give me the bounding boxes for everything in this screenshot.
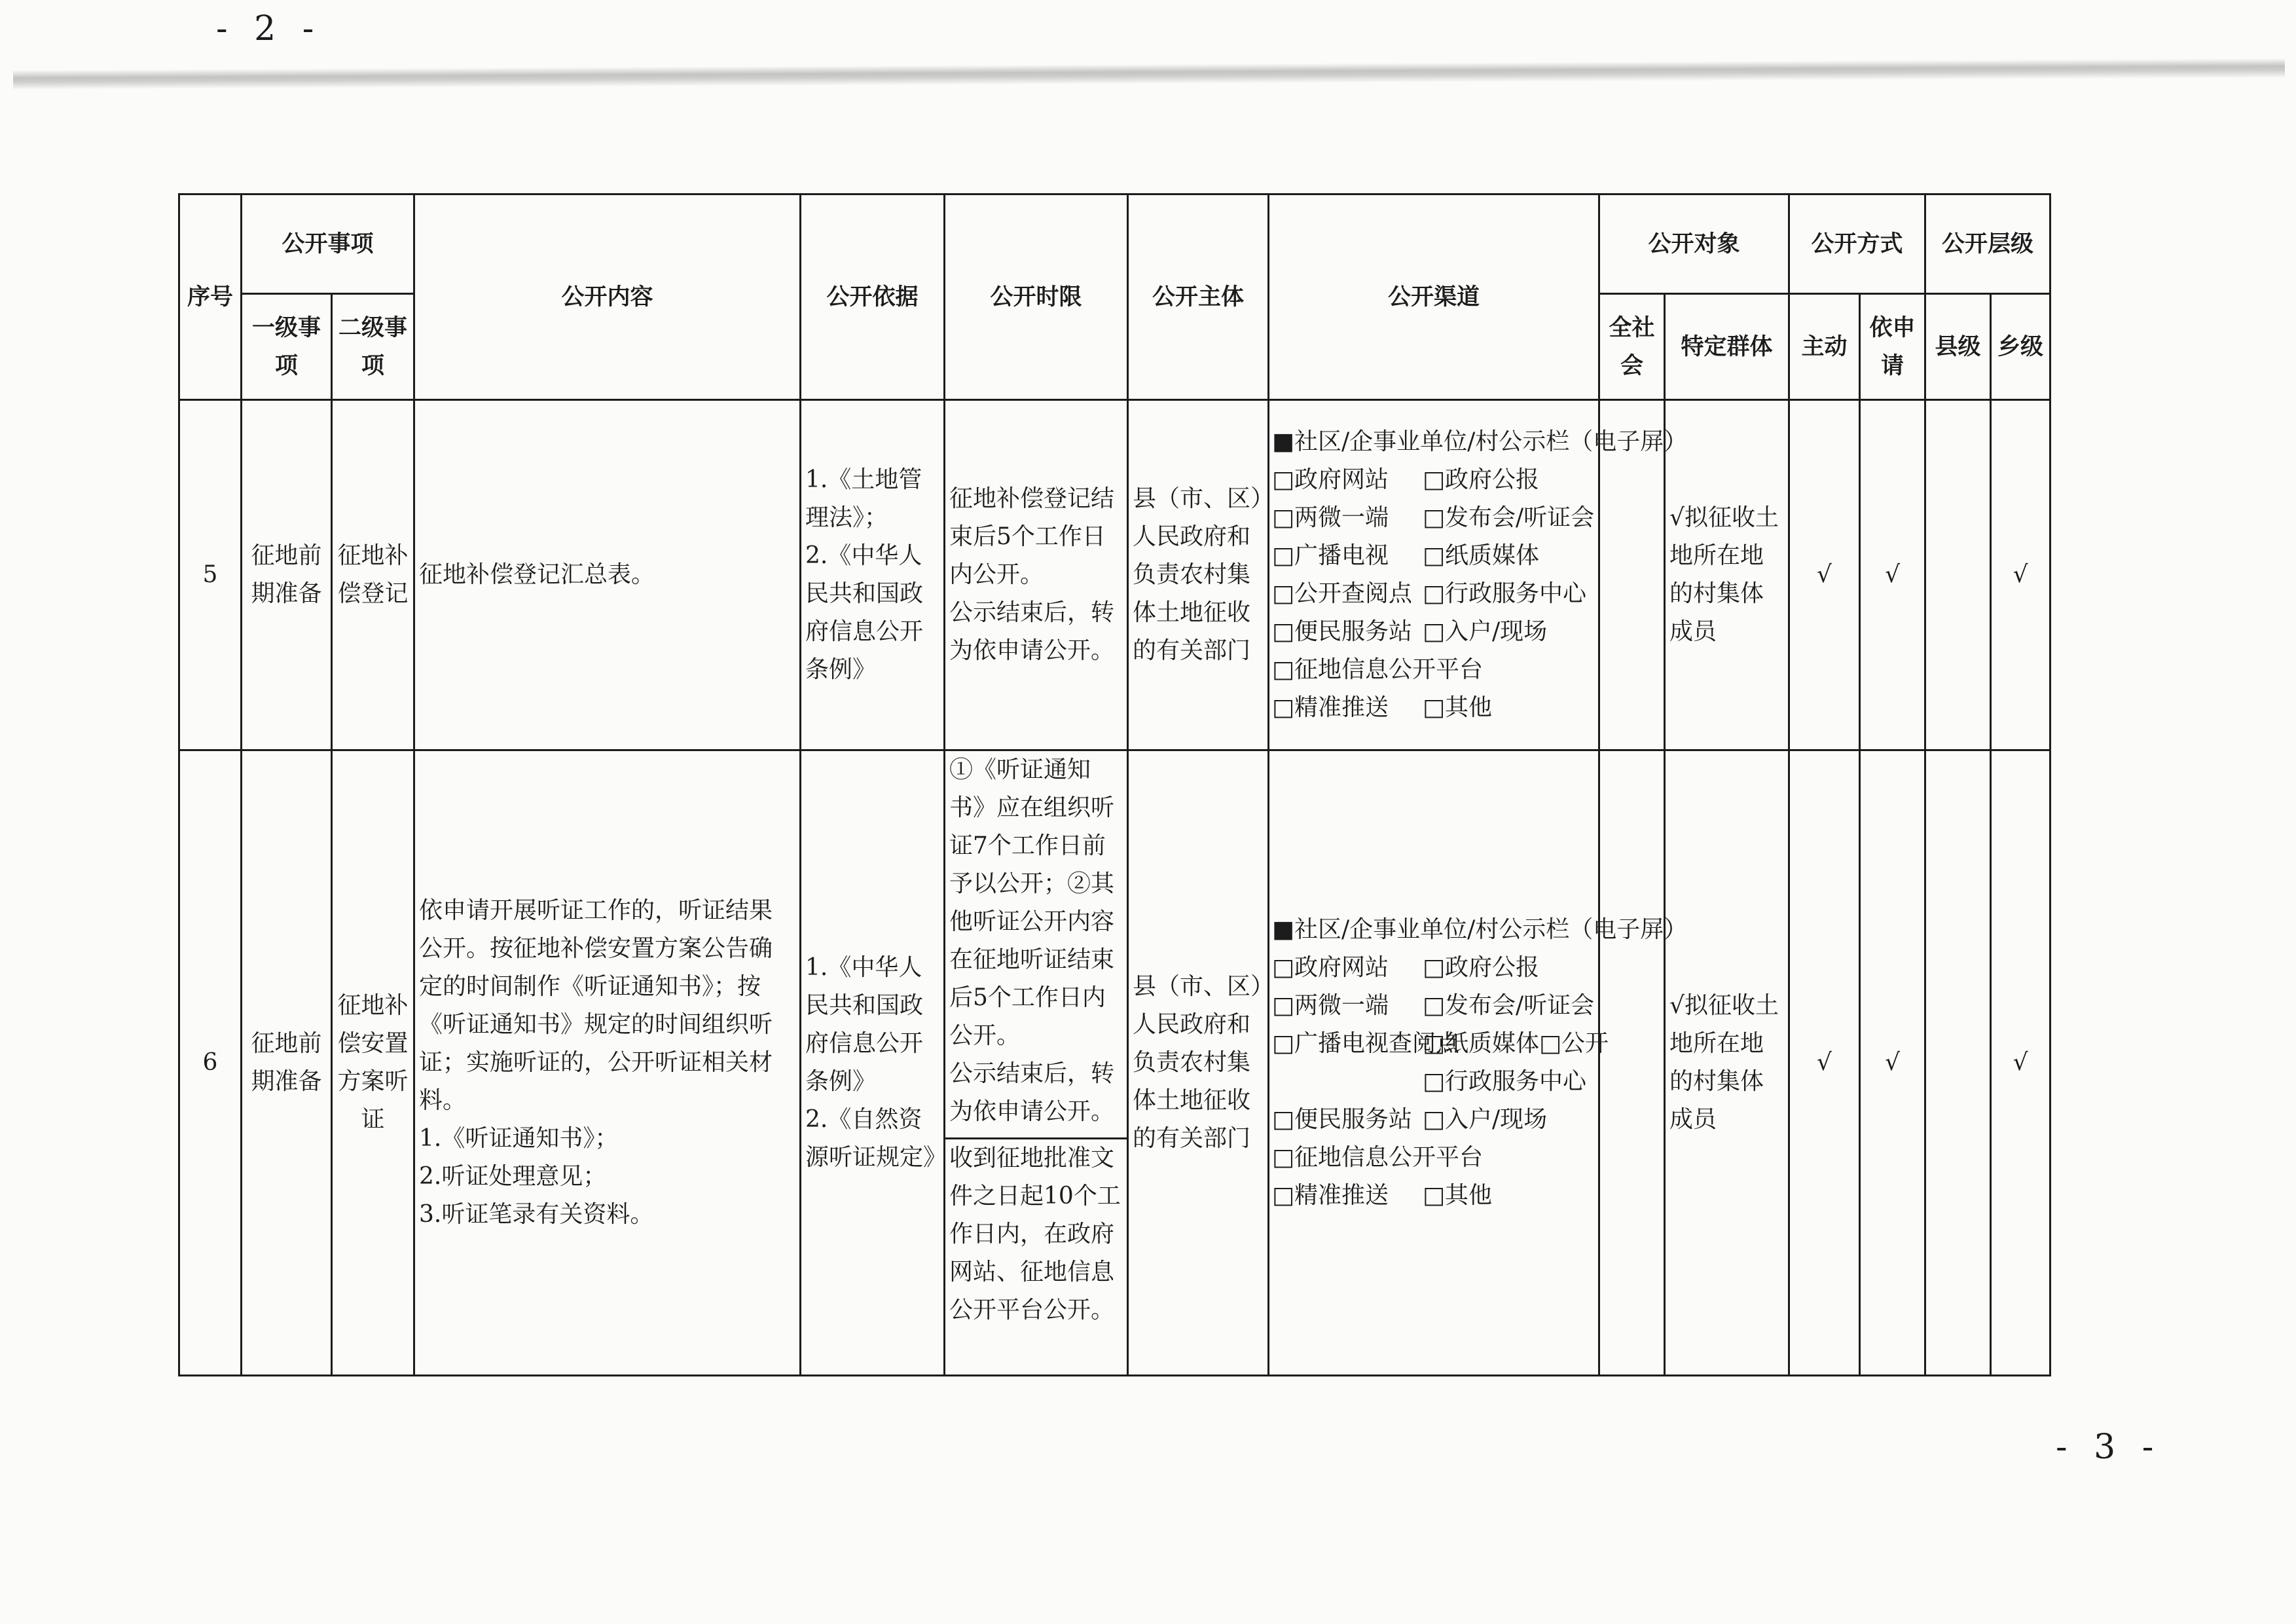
header-target: 公开对象 — [1599, 194, 1789, 294]
content-line: 依申请开展听证工作的，听证结果公开。按征地补偿安置方案公告确定的时间制作《听证通知书》；按《听证通知书》规定的时间组织听证；实施听证的，公开听证相关材料。 — [419, 897, 773, 1114]
header-deadline: 公开时限 — [945, 194, 1128, 400]
deadline-line: ①《听证通知书》应在组织听证7个工作日前予以公开；②其他听证公开内容在征地听证结束后5个工作日内公开。 — [949, 756, 1115, 1049]
channel-line: □便民服务站 □入户/现场 — [1272, 618, 1548, 645]
row-deadline — [945, 400, 1128, 750]
channel-line: □精准推送 □其他 — [1272, 694, 1493, 721]
channel-line: □征地信息公开平台 — [1272, 656, 1484, 683]
channel-line: □政府网站 □政府公报 — [1272, 466, 1540, 493]
row-target-group: √拟征收土地所在地的村集体成员 — [1665, 750, 1789, 1376]
channel-line: ■社区/企事业单位/村公示栏（电子屏） — [1272, 428, 1688, 455]
header-content: 公开内容 — [414, 194, 801, 400]
page-number-top: - 2 - — [216, 9, 322, 48]
deadline-line: 公示结束后，转为依申请公开。 — [949, 599, 1115, 664]
header-mode-apply: 依申请 — [1860, 294, 1925, 400]
header-channel: 公开渠道 — [1269, 194, 1599, 400]
channel-line: □征地信息公开平台 — [1272, 1144, 1484, 1171]
row-l1: 征地前期准备 — [242, 750, 332, 1376]
row-seq: 6 — [179, 750, 242, 1376]
page-number-bottom: - 3 - — [2056, 1428, 2162, 1467]
row-mode-active: √ — [1789, 400, 1860, 750]
channel-line: □广播电视查阅点 □纸质媒体□公开 — [1272, 1030, 1609, 1057]
content-line: 征地补偿登记汇总表。 — [419, 561, 655, 588]
header-item-l1: 一级事项 — [242, 294, 332, 400]
row-channels — [1269, 400, 1688, 750]
row-content — [414, 750, 801, 1376]
header-subject: 公开主体 — [1128, 194, 1269, 400]
row-channels — [1269, 750, 1688, 1376]
header-target-group: 特定群体 — [1665, 294, 1789, 400]
row-l2: 征地补偿安置方案听证 — [332, 750, 414, 1376]
row-level-town: √ — [1991, 750, 2050, 1376]
row-basis — [801, 400, 945, 750]
channel-line: □公开查阅点 □行政服务中心 — [1272, 580, 1587, 607]
content-line: 1.《听证通知书》； — [419, 1125, 619, 1152]
row-l1: 征地前期准备 — [242, 400, 332, 750]
deadline-line: 公示结束后，转为依申请公开。 — [949, 1060, 1115, 1125]
channel-line: □政府网站 □政府公报 — [1272, 954, 1540, 981]
row-content — [414, 400, 801, 750]
row-deadline — [945, 750, 1128, 1376]
header-level-county: 县级 — [1925, 294, 1991, 400]
row-level-county — [1925, 750, 1991, 1376]
paper-fold-shadow — [13, 58, 2285, 90]
header-level-town: 乡级 — [1991, 294, 2050, 400]
channel-line: □广播电视 □纸质媒体 — [1272, 542, 1540, 569]
channel-line: □两微一端 □发布会/听证会 — [1272, 504, 1595, 531]
row-mode-active: √ — [1789, 750, 1860, 1376]
header-target-all: 全社会 — [1599, 294, 1665, 400]
disclosure-table — [178, 193, 2051, 1376]
basis-line: 2.《自然资源听证规定》 — [805, 1106, 947, 1171]
channel-line: ■社区/企事业单位/村公示栏（电子屏） — [1272, 916, 1688, 943]
row-mode-apply: √ — [1860, 400, 1925, 750]
table-row — [179, 750, 2050, 1376]
deadline-line: 征地补偿登记结束后5个工作日内公开。 — [949, 485, 1115, 588]
row-mode-apply: √ — [1860, 750, 1925, 1376]
content-line: 2.听证处理意见； — [419, 1163, 607, 1190]
header-mode-active: 主动 — [1789, 294, 1860, 400]
header-item: 公开事项 — [242, 194, 414, 294]
deadline-part-1 — [945, 751, 1127, 1139]
header-basis: 公开依据 — [801, 194, 945, 400]
row-subject: 县（市、区）人民政府和负责农村集体土地征收的有关部门 — [1128, 400, 1269, 750]
basis-line: 1.《中华人民共和国政府信息公开条例》 — [805, 954, 924, 1095]
channel-line: □精准推送 □其他 — [1272, 1182, 1493, 1209]
row-target-all — [1599, 750, 1665, 1376]
deadline-line: 收到征地批准文件之日起10个工作日内，在政府网站、征地信息公开平台公开。 — [949, 1145, 1121, 1323]
row-basis — [801, 750, 945, 1376]
basis-line: 1.《土地管理法》； — [805, 466, 922, 531]
row-l2: 征地补偿登记 — [332, 400, 414, 750]
channel-line: □便民服务站 □入户/现场 — [1272, 1106, 1548, 1133]
basis-line: 2.《中华人民共和国政府信息公开条例》 — [805, 542, 924, 683]
header-mode: 公开方式 — [1789, 194, 1925, 294]
channel-line: □行政服务中心 — [1423, 1068, 1587, 1095]
channel-line: □两微一端 □发布会/听证会 — [1272, 992, 1595, 1019]
row-level-town: √ — [1991, 400, 2050, 750]
header-seq: 序号 — [179, 194, 242, 400]
row-level-county — [1925, 400, 1991, 750]
row-seq: 5 — [179, 400, 242, 750]
row-subject: 县（市、区）人民政府和负责农村集体土地征收的有关部门 — [1128, 750, 1269, 1376]
content-line: 3.听证笔录有关资料。 — [419, 1201, 654, 1228]
table-row — [179, 400, 2050, 750]
deadline-part-2 — [945, 1139, 1127, 1329]
row-target-group: √拟征收土地所在地的村集体成员 — [1665, 400, 1789, 750]
header-item-l2: 二级事项 — [332, 294, 414, 400]
header-level: 公开层级 — [1925, 194, 2050, 294]
